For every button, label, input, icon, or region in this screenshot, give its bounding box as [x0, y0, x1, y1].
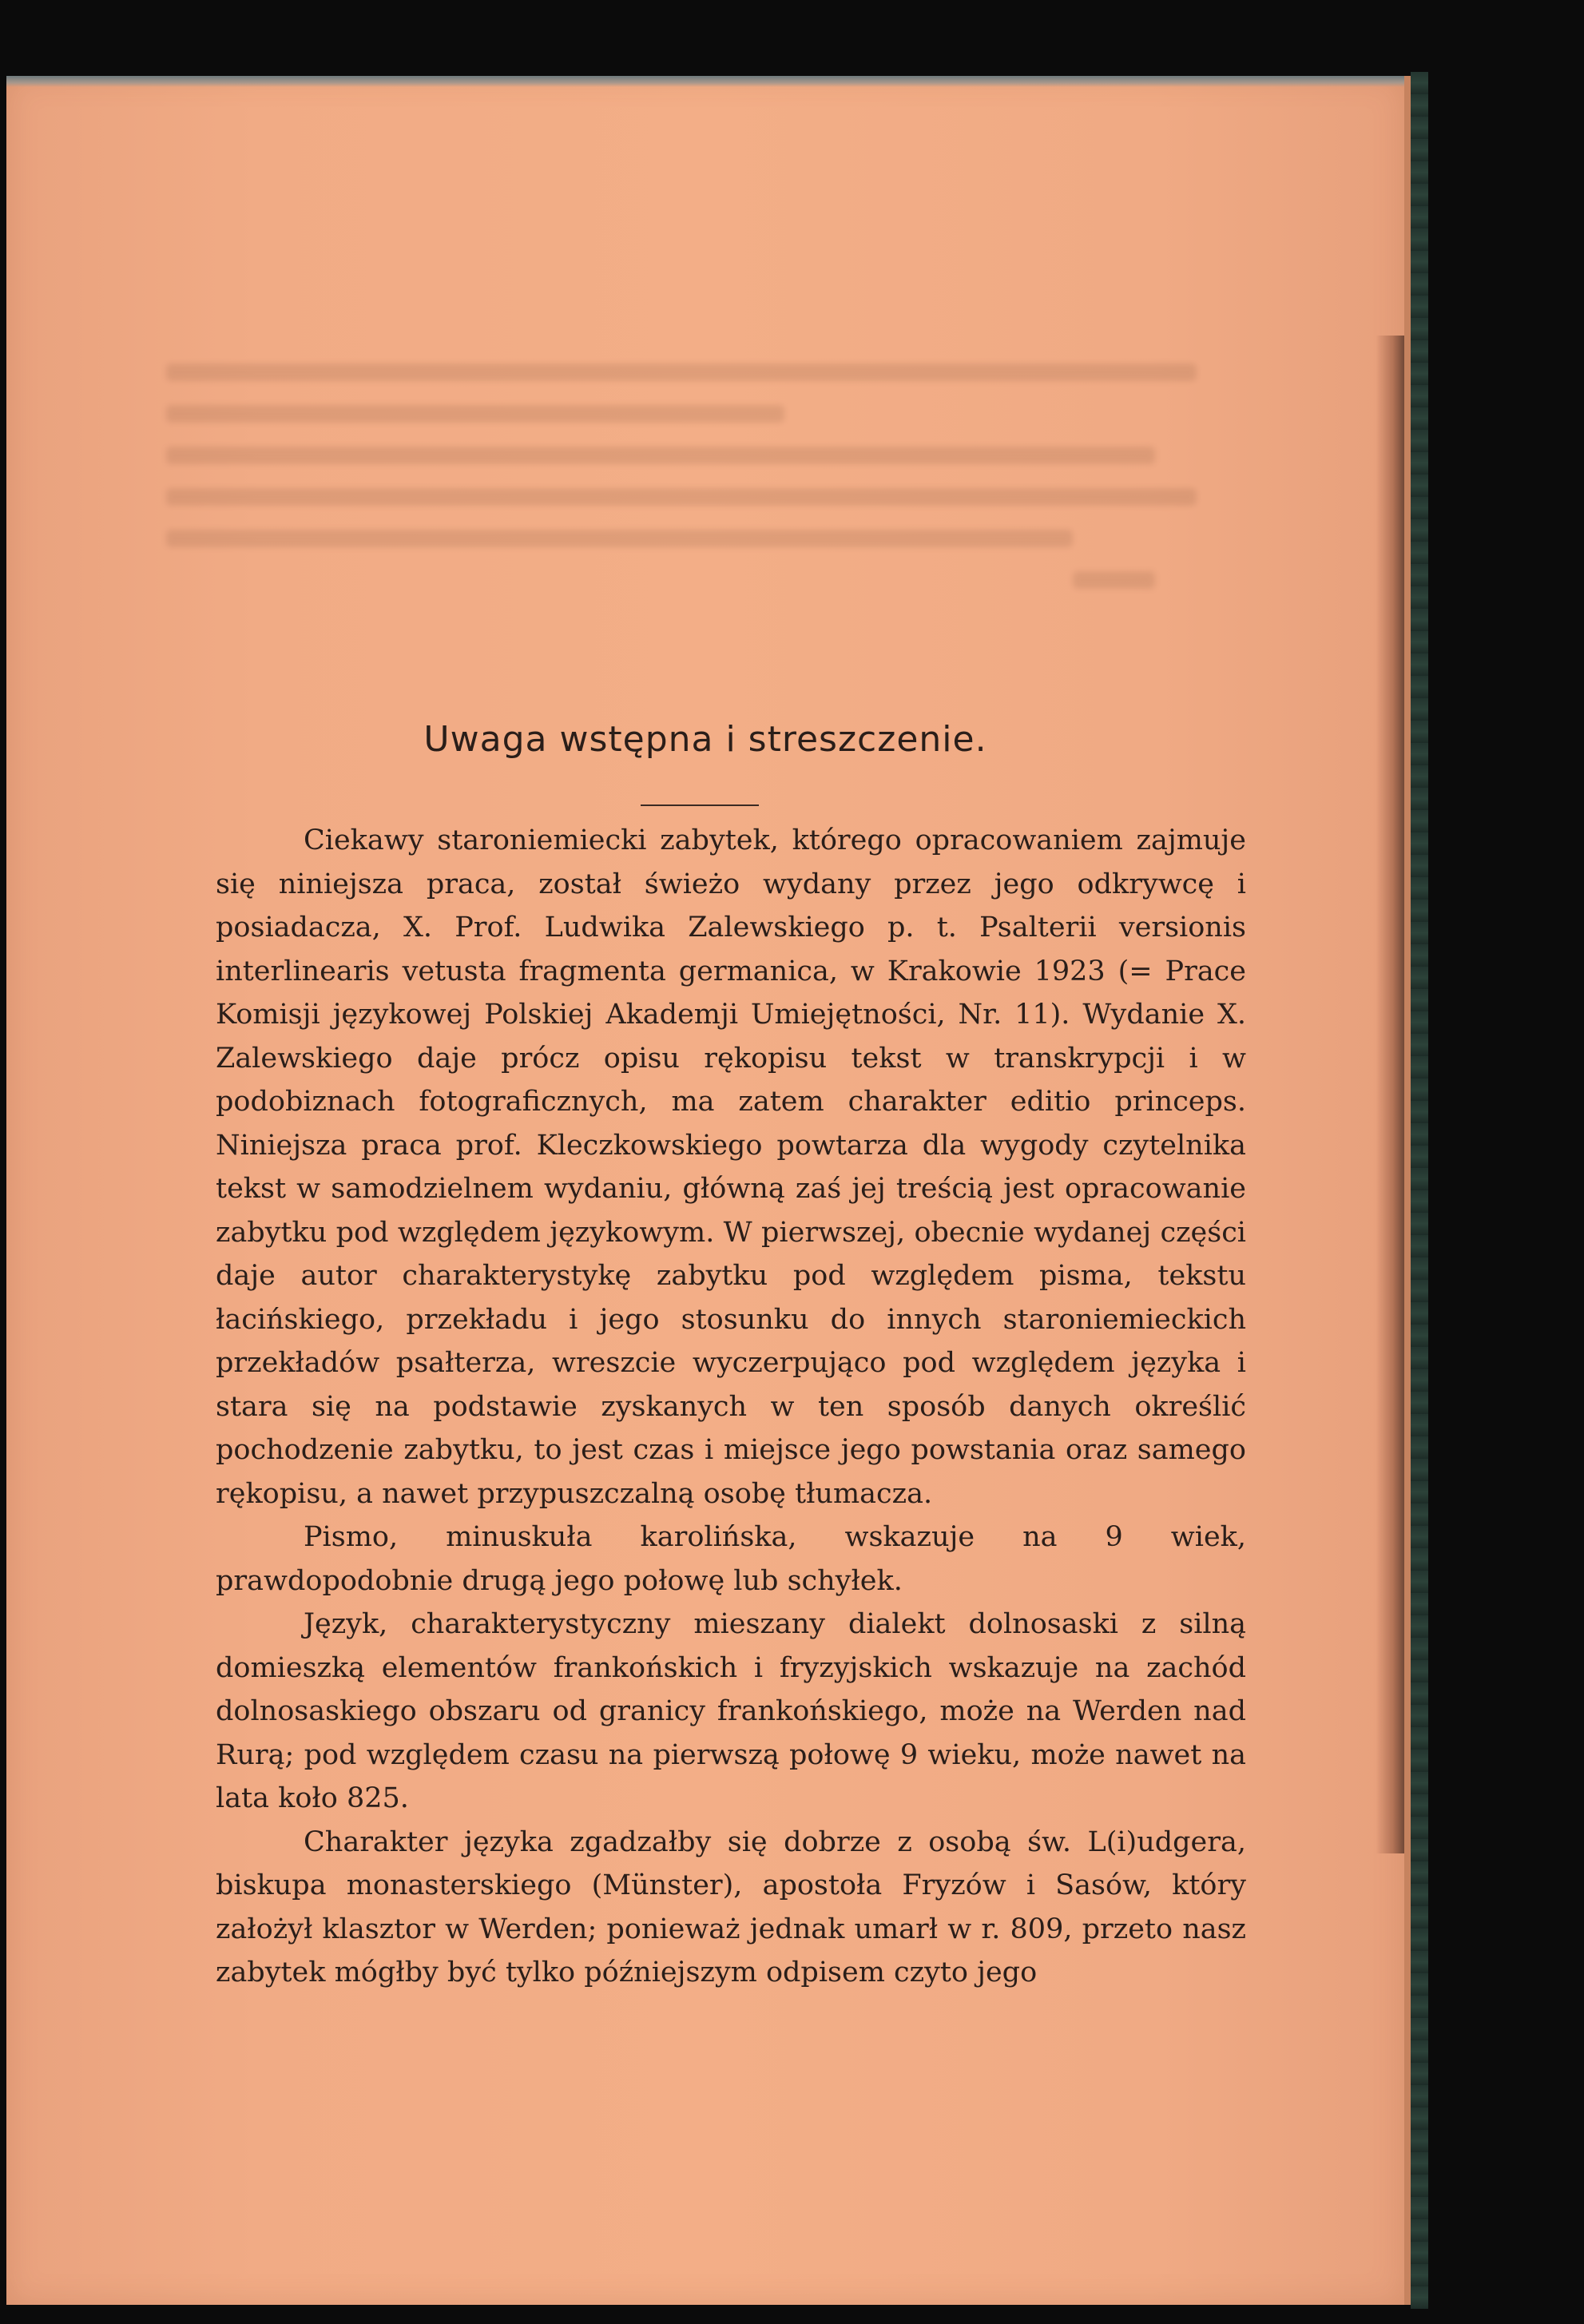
- paragraph: Ciekawy staroniemiecki zabytek, którego opracowaniem zajmuje się niniejsza praca, został świeżo wydany przez jego odkrywcę i posiadacza, X. Prof. Ludwika Zalewskiego p. t. Psalterii versionis interlinearis vetusta fragmenta germanica, w Krakowie 1923 (= Prace Komisji językowej Polskiej Akademji Umiejętności, Nr. 11). Wydanie X. Zalewskiego daje prócz opisu rękopisu tekst w transkrypcji i w podobiznach fotograficznych, ma zatem charakter editio princeps. Niniejsza praca prof. Kleczkowskiego powtarza dla wygody czytelnika tekst w samodzielnem wydaniu, główną zaś jej treścią jest opracowanie zabytku pod względem językowym. W pierwszej, obecnie wydanej części daje autor charakterystykę zabytku pod względem pisma, tekstu łacińskiego, przekładu i jego stosunku do innych staroniemieckich przekładów psałterza, wreszcie wyczerpująco pod względem języka i stara się na podstawie zyskanych w ten sposób danych określić pochodzenie zabytku, to jest czas i miejsce jego powstania oraz samego rękopisu, a nawet przypuszczalną osobę tłumacza.: [216, 824, 1246, 1510]
- page-edge: [1404, 76, 1411, 2305]
- gutter-shadow: [1376, 336, 1404, 1853]
- book-page: [6, 76, 1404, 2305]
- paragraph: Pismo, minuskuła karolińska, wskazuje na 9 wiek, prawdopodobnie drugą jego połowę lub schyłek.: [216, 1521, 1246, 1597]
- paragraph: Charakter języka zgadzałby się dobrze z osobą św. L(i)udgera, biskupa monasterskiego (Münster), apostoła Fryzów i Sasów, który założył klasztor w Werden; ponieważ jednak umarł w r. 809, przeto nasz zabytek mógłby być tylko późniejszym odpisem czyto jego: [216, 1825, 1246, 1988]
- section-heading: Uwaga wstępna i streszczenie.: [423, 719, 987, 760]
- bleed-through-text: [166, 363, 1197, 603]
- page-top-shadow: [6, 76, 1404, 87]
- book-binding: [1411, 72, 1428, 2309]
- paragraph: Język, charakterystyczny mieszany dialekt dolnosaski z silną domieszką elementów frankońskich i fryzyjskich wskazuje na zachód dolnosaskiego obszaru od granicy frankońskiego, może na Werden nad Rurą; pod względem czasu na pierwszą połowę 9 wieku, może nawet na lata koło 825.: [216, 1608, 1246, 1814]
- body-text: [216, 819, 1246, 1995]
- heading-rule: [641, 804, 759, 806]
